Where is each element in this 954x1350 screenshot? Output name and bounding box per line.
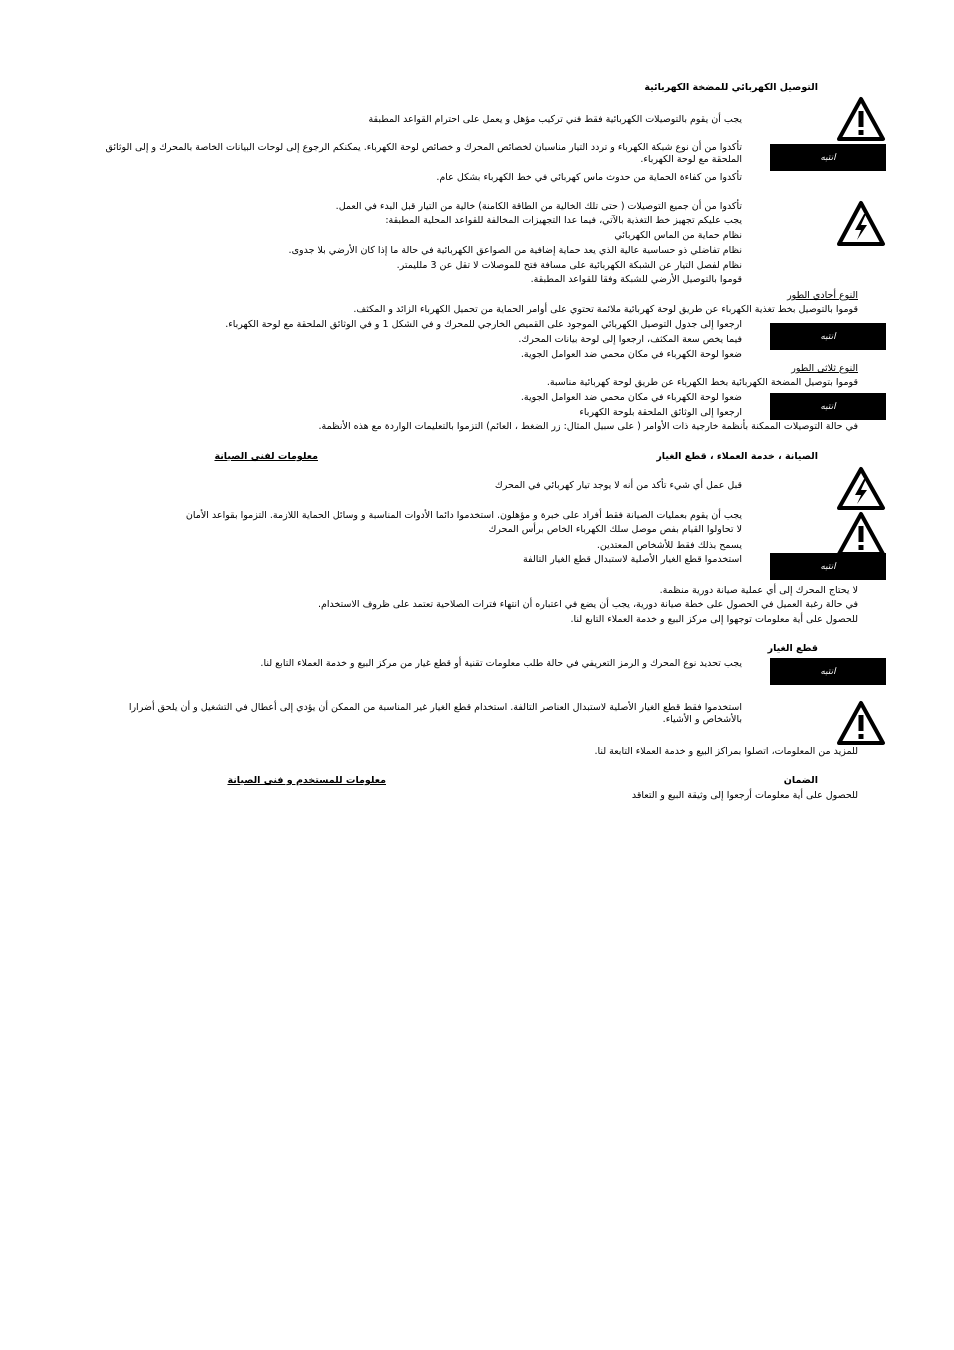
text-paragraph: تأكدوا من أن نوع شبكة الكهرباء و تردد التيار مناسبان لخصائص المحرك و خصائص لوحة الكهرباء. يمكنكم الرجوع إلى لوحات البيانات الخاصة بالمحرك و إلى الوثائق الملحقة مع لوحة الكهرباء. xyxy=(105,142,742,165)
warning-triangle-icon xyxy=(836,511,886,557)
high-voltage-icon xyxy=(836,200,886,248)
text-line: تأكدوا من أن جميع التوصيلات ( حتى تلك الخالية من الطاقة الكامنة) خالية من التيار قبل البدء في العمل. xyxy=(335,201,742,212)
warning-triangle-icon xyxy=(836,96,886,142)
text-line: لا يحتاج المحرك إلى أي عملية صيانة دورية منظمة. xyxy=(659,585,858,596)
text-line: لا تحاولوا القيام بفص موصل سلك الكهرباء الخاص برأس المحرك xyxy=(488,524,742,535)
text-line: قوموا بالتوصيل الأرضي للشبكة وفقا للقواعد المطبقة. xyxy=(530,274,742,285)
text-line: يجب تحديد نوع المحرك و الرمز التعريفي في حالة طلب معلومات تقنية أو قطع غيار من مركز البيع و خدمة العملاء التابع لنا. xyxy=(260,658,742,669)
text-paragraph: استخدموا فقط قطع الغيار الأصلية لاستبدال العناصر التالفة. استخدام قطع الغيار غير المناسبة من الممكن أن يؤدي إلى أعطال في التشغيل و أن يلحق أضرارا بالأشخاص و الأشياء. xyxy=(128,702,742,725)
section-tag: معلومات للمستخدم و فني الصيانة xyxy=(227,775,386,786)
warning-triangle-icon xyxy=(836,700,886,746)
text-line: في حالة رغبة العميل في الحصول على خطة صيانة دورية، يجب أن يضع في اعتباره أن انتهاء فترات الصلاحية تعتمد على ظروف الاستخدام. xyxy=(318,599,858,610)
section-tag: معلومات لفني الصيانة xyxy=(214,451,318,462)
section-title-connection: التوصيل الكهربائي للمضخة الكهربائية xyxy=(644,82,818,93)
caution-label: انتبه xyxy=(770,658,886,685)
text-line: للمزيد من المعلومات، اتصلوا بمراكز البيع و خدمة العملاء التابعة لنا. xyxy=(594,746,858,757)
text-line: للحصول على أية معلومات أرجعوا إلى وثيقة البيع و التعاقد xyxy=(631,790,858,801)
subheading-spare-parts: قطع الغيار xyxy=(767,643,818,654)
text-line: في حالة التوصيلات الممكنة بأنظمة خارجية ذات الأوامر ( على سبيل المثال: زر الضغط ، العائم) التزموا بالتعليمات الواردة مع هذه الأنظمة. xyxy=(318,421,858,432)
text-line: نظام لفصل التيار عن الشبكة الكهربائية على مسافة فتح للموصلات لا تقل عن 3 ملليمتر. xyxy=(396,260,742,271)
text-line: قوموا بتوصيل المضخة الكهربائية بخط الكهرباء عن طريق لوحة كهربائية مناسبة. xyxy=(546,377,858,388)
text-line: يجب عليكم تجهيز خط التغذية بالآتي، فيما عدا التجهيزات المخالفة للقواعد المحلية المطبقة: xyxy=(385,215,742,226)
high-voltage-icon xyxy=(836,466,886,512)
subheading-three-phase: النوع ثلاثي الطور xyxy=(791,363,858,374)
caution-label: انتبه xyxy=(770,144,886,171)
text-line: فيما يخص سعة المكثف، ارجعوا إلى لوحة بيانات المحرك. xyxy=(518,334,742,345)
text-line: تأكدوا من كفاءة الحماية من حدوث ماس كهربائي في خط الكهرباء بشكل عام. xyxy=(436,172,742,183)
text-line: يجب أن يقوم بالتوصيلات الكهربائية فقط فني تركيب مؤهل و يعمل على احترام القواعد المطبقة xyxy=(368,114,742,125)
text-line: ضعوا لوحة الكهرباء في مكان محمي ضد العوامل الجوية. xyxy=(520,349,742,360)
section-title-warranty: الضمان xyxy=(783,775,818,786)
caution-label: انتبه xyxy=(770,553,886,580)
text-line: يسمح بذلك فقط للأشخاص المعتدين. xyxy=(596,540,742,551)
caution-label: انتبه xyxy=(770,323,886,350)
text-line: للحصول على أية معلومات توجهوا إلى مركز البيع و خدمة العملاء التابع لنا. xyxy=(570,614,858,625)
text-line: قوموا بالتوصيل بخط تغذية الكهرباء عن طريق لوحة كهربائية ملائمة تحتوي على أوامر الحماية من تحميل الكهرباء الزائد و المكثف. xyxy=(353,304,858,315)
text-line: نظام حماية من الماس الكهربائي xyxy=(614,230,742,241)
section-title-maintenance: الصيانة ، خدمة العملاء ، قطع الغيار xyxy=(656,451,818,462)
text-line: ارجعوا إلى جدول التوصيل الكهربائي الموجود على القميص الخارجي للمحرك و في الشكل 1 و في الوثائق الملحقة مع لوحة الكهرباء. xyxy=(225,319,742,330)
text-line: استخدموا قطع الغيار الأصلية لاستبدال قطع الغيار التالفة xyxy=(522,554,742,565)
subheading-single-phase: النوع أحادي الطور xyxy=(787,290,858,301)
text-line: نظام تفاضلي ذو حساسية عالية الذي يعد حماية إضافية من الصواعق الكهربائية في حالة ما إذا كان الأرضي بلا جدوى. xyxy=(288,245,742,256)
text-line: ضعوا لوحة الكهرباء في مكان محمي ضد العوامل الجوية. xyxy=(520,392,742,403)
caution-label: انتبه xyxy=(770,393,886,420)
text-line: قبل عمل أي شيء تأكد من أنه لا يوجد تيار كهربائي في المحرك xyxy=(494,480,742,491)
text-line: يجب أن يقوم بعمليات الصيانة فقط أفراد على خبرة و مؤهلون. استخدموا دائما الأدوات المناسبة و وسائل الحماية اللازمة. التزموا بقواعد الأمان xyxy=(185,510,742,521)
text-line: ارجعوا إلى الوثائق الملحقة بلوحة الكهرباء xyxy=(579,407,742,418)
